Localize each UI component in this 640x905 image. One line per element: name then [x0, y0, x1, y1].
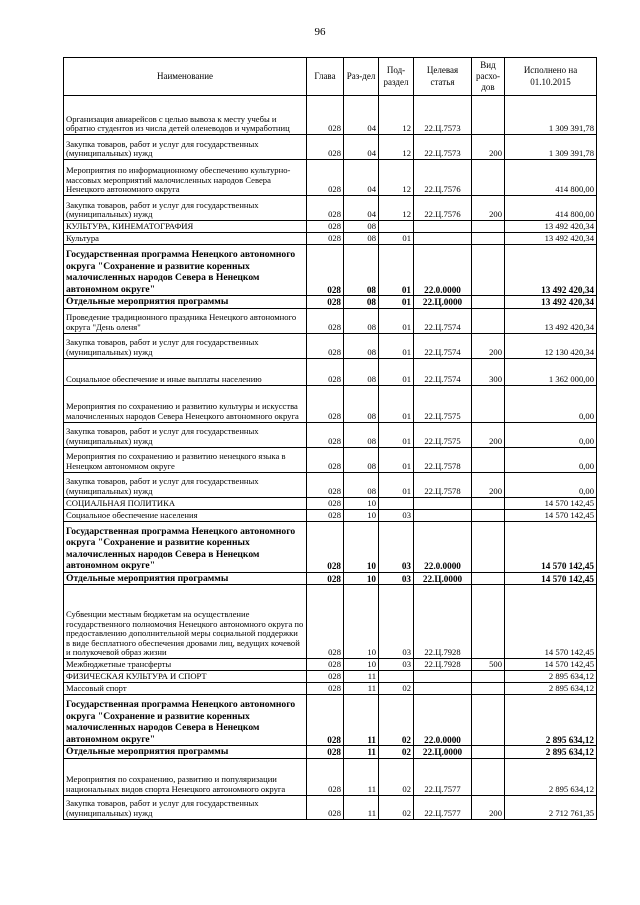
- row-name: Социальное обеспечение населения: [64, 509, 307, 521]
- row-name: Государственная программа Ненецкого автономного округа "Сохранение и развитие коренных малочисленных народов Севера в Ненецком автономном округе": [64, 521, 307, 572]
- row-razdel: 08: [344, 422, 379, 447]
- header-glava: Глава: [307, 58, 344, 96]
- row-name: Субвенции местным бюджетам на осуществление государственного полномочия Ненецкого автономного округа по предоставлению дополнительной меры социальной поддержки в виде бесплатного обеспечения дровами лиц, ведущих кочевой и полукочевой образ жизни: [64, 585, 307, 659]
- row-name: Государственная программа Ненецкого автономного округа "Сохранение и развитие коренных малочисленных народов Севера в Ненецком автономном округе": [64, 245, 307, 296]
- row-vid: [472, 521, 505, 572]
- row-vid: 200: [472, 196, 505, 221]
- row-glava: 028: [307, 683, 344, 695]
- table-row: [64, 296, 597, 309]
- expenditure-table: [63, 57, 597, 820]
- row-target: 22.Ц.7578: [414, 472, 472, 497]
- row-vid: [472, 447, 505, 472]
- row-glava: 028: [307, 96, 344, 135]
- row-name: Государственная программа Ненецкого автономного округа "Сохранение и развитие коренных малочисленных народов Севера в Ненецком автономном округе": [64, 695, 307, 746]
- row-glava: 028: [307, 695, 344, 746]
- row-podrazdel: 01: [379, 245, 414, 296]
- row-razdel: 11: [344, 758, 379, 795]
- row-name: Отдельные мероприятия программы: [64, 572, 307, 585]
- row-podrazdel: [379, 671, 414, 683]
- row-name: Отдельные мероприятия программы: [64, 746, 307, 759]
- page-number: 96: [314, 26, 326, 38]
- row-name: Организация авиарейсов с целью вывоза к месту учебы и обратно студентов из числа детей оленеводов и чумработниц: [64, 96, 307, 135]
- table-row: [64, 358, 597, 385]
- row-vid: 200: [472, 135, 505, 160]
- row-amount: 2 712 761,35: [505, 795, 597, 819]
- row-razdel: 08: [344, 447, 379, 472]
- row-vid: [472, 695, 505, 746]
- table-row: [64, 572, 597, 585]
- row-target: 22.Ц.7573: [414, 135, 472, 160]
- row-glava: 028: [307, 472, 344, 497]
- row-name: Закупка товаров, работ и услуг для государственных (муниципальных) нужд: [64, 333, 307, 358]
- row-amount: 2 895 634,12: [505, 746, 597, 759]
- row-amount: 2 895 634,12: [505, 683, 597, 695]
- row-razdel: 11: [344, 795, 379, 819]
- row-podrazdel: [379, 221, 414, 233]
- row-razdel: 04: [344, 135, 379, 160]
- row-amount: 414 800,00: [505, 196, 597, 221]
- row-glava: 028: [307, 758, 344, 795]
- row-podrazdel: 01: [379, 385, 414, 422]
- row-name: ФИЗИЧЕСКАЯ КУЛЬТУРА И СПОРТ: [64, 671, 307, 683]
- row-razdel: 08: [344, 308, 379, 333]
- row-amount: 1 362 000,00: [505, 358, 597, 385]
- row-glava: 028: [307, 585, 344, 659]
- row-amount: 14 570 142,45: [505, 585, 597, 659]
- row-amount: 13 492 420,34: [505, 308, 597, 333]
- table-row: [64, 758, 597, 795]
- row-razdel: 08: [344, 233, 379, 245]
- row-razdel: 10: [344, 497, 379, 509]
- row-glava: 028: [307, 659, 344, 671]
- row-razdel: 11: [344, 671, 379, 683]
- row-podrazdel: 03: [379, 521, 414, 572]
- row-razdel: 08: [344, 245, 379, 296]
- row-vid: 300: [472, 358, 505, 385]
- row-vid: [472, 296, 505, 309]
- row-razdel: 11: [344, 695, 379, 746]
- row-vid: [472, 233, 505, 245]
- row-podrazdel: 01: [379, 333, 414, 358]
- row-vid: 200: [472, 795, 505, 819]
- row-name: Закупка товаров, работ и услуг для государственных (муниципальных) нужд: [64, 472, 307, 497]
- header-target: Целевая статья: [414, 58, 472, 96]
- row-vid: [472, 96, 505, 135]
- row-glava: 028: [307, 509, 344, 521]
- table-row: [64, 447, 597, 472]
- row-razdel: 04: [344, 196, 379, 221]
- row-vid: 200: [472, 472, 505, 497]
- row-vid: [472, 572, 505, 585]
- table-body: [64, 96, 597, 820]
- row-name: Мероприятия по сохранению и развитию культуры и искусства малочисленных народов Севера Ненецкого автономного округа: [64, 385, 307, 422]
- row-amount: 14 570 142,45: [505, 521, 597, 572]
- row-name: КУЛЬТУРА, КИНЕМАТОГРАФИЯ: [64, 221, 307, 233]
- row-glava: 028: [307, 746, 344, 759]
- row-vid: [472, 221, 505, 233]
- row-razdel: 10: [344, 521, 379, 572]
- row-amount: 0,00: [505, 422, 597, 447]
- row-amount: 13 492 420,34: [505, 296, 597, 309]
- row-name: Мероприятия по сохранению и развитию ненецкого языка в Ненецком автономном округе: [64, 447, 307, 472]
- row-target: [414, 671, 472, 683]
- header-podrazdel: Под-раздел: [379, 58, 414, 96]
- table-row: [64, 333, 597, 358]
- row-name: Закупка товаров, работ и услуг для государственных (муниципальных) нужд: [64, 795, 307, 819]
- row-podrazdel: 01: [379, 472, 414, 497]
- row-glava: 028: [307, 671, 344, 683]
- row-name: Отдельные мероприятия программы: [64, 296, 307, 309]
- row-razdel: 08: [344, 472, 379, 497]
- header-name: Наименование: [64, 58, 307, 96]
- row-glava: 028: [307, 572, 344, 585]
- row-podrazdel: 03: [379, 585, 414, 659]
- row-amount: 1 309 391,78: [505, 96, 597, 135]
- row-target: 22.Ц.0000: [414, 572, 472, 585]
- row-target: 22.Ц.7576: [414, 160, 472, 196]
- row-glava: 028: [307, 422, 344, 447]
- row-vid: 500: [472, 659, 505, 671]
- row-podrazdel: 03: [379, 572, 414, 585]
- row-razdel: 10: [344, 572, 379, 585]
- table-row: [64, 221, 597, 233]
- row-razdel: 10: [344, 585, 379, 659]
- row-name: Закупка товаров, работ и услуг для государственных (муниципальных) нужд: [64, 196, 307, 221]
- row-amount: 2 895 634,12: [505, 671, 597, 683]
- row-vid: 200: [472, 422, 505, 447]
- row-podrazdel: 01: [379, 447, 414, 472]
- row-target: 22.Ц.7574: [414, 333, 472, 358]
- row-name: Культура: [64, 233, 307, 245]
- row-vid: [472, 308, 505, 333]
- row-amount: 0,00: [505, 385, 597, 422]
- row-podrazdel: 12: [379, 160, 414, 196]
- row-target: [414, 683, 472, 695]
- table-row: [64, 671, 597, 683]
- row-name: Закупка товаров, работ и услуг для государственных (муниципальных) нужд: [64, 135, 307, 160]
- row-glava: 028: [307, 245, 344, 296]
- row-name: СОЦИАЛЬНАЯ ПОЛИТИКА: [64, 497, 307, 509]
- row-podrazdel: 02: [379, 758, 414, 795]
- table-row: [64, 96, 597, 135]
- table-row: [64, 585, 597, 659]
- row-podrazdel: 02: [379, 683, 414, 695]
- row-target: 22.Ц.7575: [414, 422, 472, 447]
- table-row: [64, 509, 597, 521]
- row-vid: [472, 385, 505, 422]
- row-amount: 14 570 142,45: [505, 509, 597, 521]
- row-podrazdel: 03: [379, 659, 414, 671]
- header-vid: Вид расхо-дов: [472, 58, 505, 96]
- row-name: Массовый спорт: [64, 683, 307, 695]
- row-podrazdel: [379, 497, 414, 509]
- table-row: [64, 422, 597, 447]
- row-amount: 14 570 142,45: [505, 659, 597, 671]
- table-row: [64, 196, 597, 221]
- row-vid: [472, 758, 505, 795]
- row-vid: [472, 683, 505, 695]
- row-amount: 2 895 634,12: [505, 758, 597, 795]
- row-glava: 028: [307, 447, 344, 472]
- table-row: [64, 695, 597, 746]
- row-vid: [472, 746, 505, 759]
- row-glava: 028: [307, 221, 344, 233]
- row-podrazdel: 01: [379, 308, 414, 333]
- row-target: 22.Ц.7574: [414, 308, 472, 333]
- row-target: 22.Ц.7576: [414, 196, 472, 221]
- row-razdel: 10: [344, 509, 379, 521]
- row-name: Проведение традиционного праздника Ненецкого автономного округа "День оленя": [64, 308, 307, 333]
- table-row: [64, 385, 597, 422]
- table-row: [64, 795, 597, 819]
- table-row: [64, 233, 597, 245]
- row-razdel: 04: [344, 160, 379, 196]
- row-amount: 1 309 391,78: [505, 135, 597, 160]
- table-row: [64, 659, 597, 671]
- row-amount: 13 492 420,34: [505, 245, 597, 296]
- row-target: [414, 509, 472, 521]
- row-vid: 200: [472, 333, 505, 358]
- table-row: [64, 245, 597, 296]
- row-vid: [472, 160, 505, 196]
- row-glava: 028: [307, 160, 344, 196]
- row-target: 22.Ц.0000: [414, 746, 472, 759]
- row-podrazdel: 12: [379, 96, 414, 135]
- row-target: [414, 221, 472, 233]
- row-glava: 028: [307, 308, 344, 333]
- row-target: 22.Ц.0000: [414, 296, 472, 309]
- row-target: 22.Ц.7574: [414, 358, 472, 385]
- row-razdel: 08: [344, 221, 379, 233]
- table-row: [64, 160, 597, 196]
- row-razdel: 10: [344, 659, 379, 671]
- row-target: 22.0.0000: [414, 245, 472, 296]
- row-razdel: 11: [344, 683, 379, 695]
- table-row: [64, 746, 597, 759]
- row-vid: [472, 585, 505, 659]
- row-razdel: 08: [344, 296, 379, 309]
- row-name: Межбюджетные трансферты: [64, 659, 307, 671]
- row-podrazdel: 01: [379, 296, 414, 309]
- row-glava: 028: [307, 135, 344, 160]
- row-target: 22.Ц.7928: [414, 585, 472, 659]
- row-razdel: 08: [344, 358, 379, 385]
- table-row: [64, 521, 597, 572]
- row-podrazdel: 12: [379, 135, 414, 160]
- table-row: [64, 683, 597, 695]
- row-vid: [472, 509, 505, 521]
- row-amount: 2 895 634,12: [505, 695, 597, 746]
- row-name: Мероприятия по сохранению, развитию и популяризации национальных видов спорта Ненецкого автономного округа: [64, 758, 307, 795]
- row-amount: 12 130 420,34: [505, 333, 597, 358]
- table-row: [64, 135, 597, 160]
- row-amount: 14 570 142,45: [505, 497, 597, 509]
- row-glava: 028: [307, 196, 344, 221]
- row-razdel: 04: [344, 96, 379, 135]
- row-podrazdel: 02: [379, 695, 414, 746]
- row-target: 22.Ц.7575: [414, 385, 472, 422]
- row-name: Мероприятия по информационному обеспечению культурно-массовых мероприятий малочисленных народов Севера Ненецкого автономного округа: [64, 160, 307, 196]
- row-podrazdel: 12: [379, 196, 414, 221]
- row-target: 22.Ц.7578: [414, 447, 472, 472]
- row-glava: 028: [307, 795, 344, 819]
- row-amount: 0,00: [505, 472, 597, 497]
- table-row: [64, 472, 597, 497]
- row-name: Закупка товаров, работ и услуг для государственных (муниципальных) нужд: [64, 422, 307, 447]
- row-razdel: 11: [344, 746, 379, 759]
- row-podrazdel: 01: [379, 233, 414, 245]
- row-target: 22.0.0000: [414, 695, 472, 746]
- row-vid: [472, 245, 505, 296]
- row-target: 22.Ц.7577: [414, 795, 472, 819]
- table-row: [64, 497, 597, 509]
- row-name: Социальное обеспечение и иные выплаты населению: [64, 358, 307, 385]
- row-amount: 13 492 420,34: [505, 221, 597, 233]
- row-podrazdel: 01: [379, 358, 414, 385]
- row-vid: [472, 671, 505, 683]
- row-podrazdel: 02: [379, 746, 414, 759]
- row-amount: 14 570 142,45: [505, 572, 597, 585]
- row-podrazdel: 01: [379, 422, 414, 447]
- row-glava: 028: [307, 497, 344, 509]
- row-target: 22.0.0000: [414, 521, 472, 572]
- row-target: 22.Ц.7577: [414, 758, 472, 795]
- row-target: [414, 497, 472, 509]
- row-amount: 0,00: [505, 447, 597, 472]
- row-amount: 13 492 420,34: [505, 233, 597, 245]
- row-glava: 028: [307, 333, 344, 358]
- row-podrazdel: 02: [379, 795, 414, 819]
- row-glava: 028: [307, 233, 344, 245]
- row-target: 22.Ц.7573: [414, 96, 472, 135]
- header-executed: Исполнено на 01.10.2015: [505, 58, 597, 96]
- row-podrazdel: 03: [379, 509, 414, 521]
- row-glava: 028: [307, 296, 344, 309]
- row-glava: 028: [307, 358, 344, 385]
- row-razdel: 08: [344, 385, 379, 422]
- row-vid: [472, 497, 505, 509]
- row-amount: 414 800,00: [505, 160, 597, 196]
- row-target: 22.Ц.7928: [414, 659, 472, 671]
- header-razdel: Раз-дел: [344, 58, 379, 96]
- table-row: [64, 308, 597, 333]
- row-glava: 028: [307, 385, 344, 422]
- row-glava: 028: [307, 521, 344, 572]
- row-razdel: 08: [344, 333, 379, 358]
- row-target: [414, 233, 472, 245]
